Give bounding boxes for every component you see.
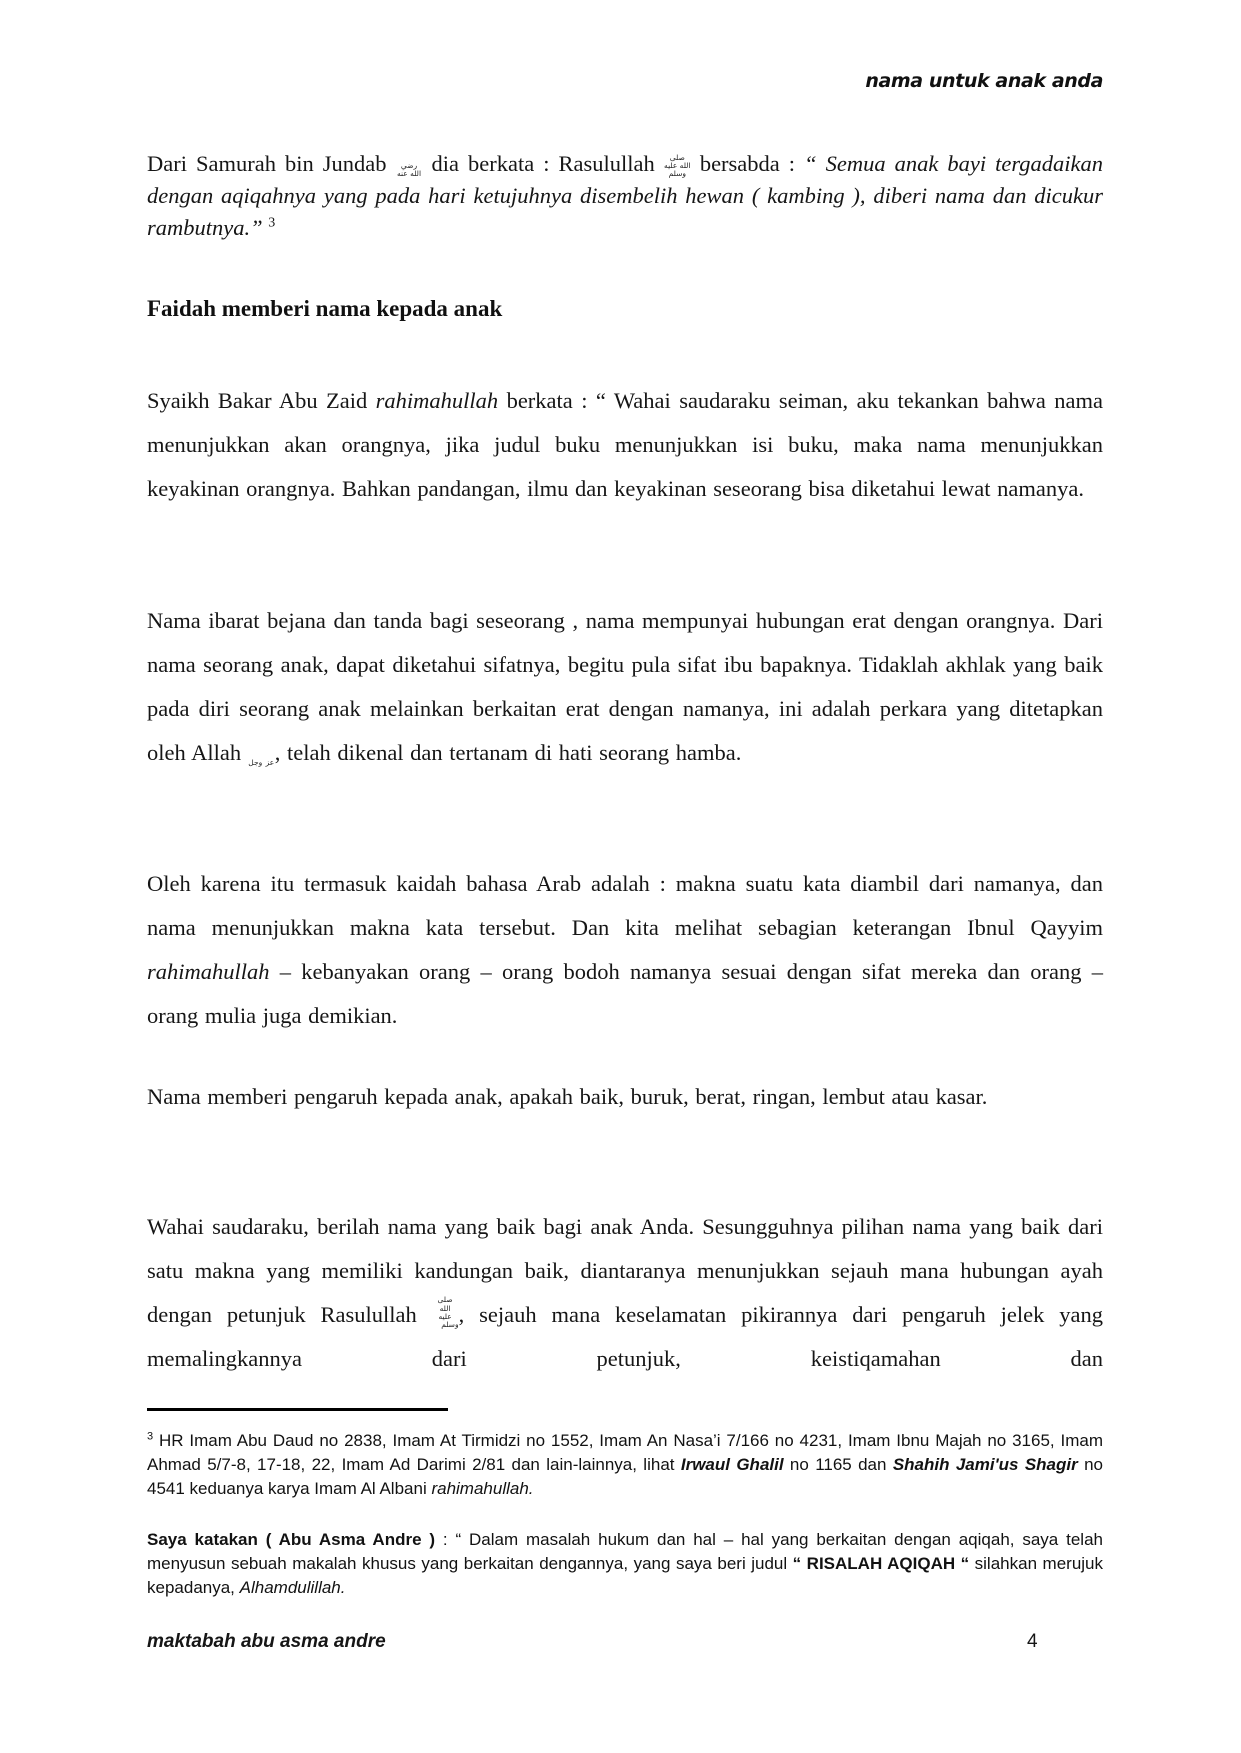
- hadith-text-3: bersabda :: [690, 151, 805, 176]
- paragraph-syaikh-bakar: [147, 379, 1103, 511]
- rahimahullah-italic: rahimahullah: [375, 388, 499, 413]
- paragraph-text: Syaikh Bakar Abu Zaid: [147, 388, 376, 413]
- running-title: nama untuk anak anda: [865, 70, 1103, 92]
- page-footer: [147, 1630, 1103, 1654]
- book-title-risalah-aqiqah: “ RISALAH AQIQAH “: [792, 1554, 970, 1573]
- paragraph-wahai-saudaraku: [147, 1205, 1103, 1381]
- radhiallahu-anhu-icon: رضي الله عنه: [397, 160, 422, 178]
- footnote-marker: 3: [147, 1430, 154, 1443]
- paragraph-text: Nama memberi pengaruh kepada anak, apakah baik, buruk, berat, ringan, lembut atau kasar.: [147, 1084, 988, 1109]
- footer-imprint: maktabah abu asma andre: [147, 1631, 386, 1652]
- sallallahu-alaihi-wasallam-icon: صلى الله عليه وسلم: [664, 152, 691, 178]
- footnote-text: no 1165 dan: [783, 1455, 893, 1474]
- paragraph-text: Oleh karena itu termasuk kaidah bahasa Arab adalah : makna suatu kata diambil dari namanya, dan nama menunjukkan makna kata tersebut. Dan kita melihat sebagian keterangan Ibnul Qayyim: [147, 871, 1103, 940]
- sallallahu-alaihi-wasallam-icon: صلى الله عليه وسلم: [437, 1295, 459, 1329]
- footnote-separator: [147, 1408, 448, 1411]
- rahimahullah-italic: rahimahullah.: [431, 1479, 534, 1498]
- alhamdulillah-italic: Alhamdulillah.: [239, 1578, 346, 1597]
- rahimahullah-italic: rahimahullah: [147, 959, 270, 984]
- footnote-text: : “ Dalam masalah hukum dan hal – hal yang berkaitan dengan aqiqah, saya telah menyusun sebuah makalah khusus yang berkaitan dengannya, yang saya beri judul: [147, 1530, 1103, 1573]
- footnote-text: no 4541 keduanya karya Imam Al Albani: [147, 1455, 1103, 1498]
- paragraph-text: berkata : “ Wahai saudaraku seiman, aku tekankan bahwa nama menunjukkan akan orangnya, jika judul buku menunjukkan isi buku, maka nama menunjukkan keyakinan orangnya. Bahkan pandangan, ilmu dan keyakinan seseorang bisa diketahui lewat namanya.: [147, 388, 1103, 501]
- book-title-irwaul-ghalil: Irwaul Ghalil: [680, 1455, 784, 1474]
- paragraph-nama-memberi-pengaruh: [147, 1075, 1103, 1119]
- paragraph-text: Wahai saudaraku, berilah nama yang baik bagi anak Anda. Sesungguhnya pilihan nama yang baik dari satu makna yang memiliki kandungan baik, diantaranya menunjukkan sejauh mana hubungan ayah dengan petunjuk Rasulullah: [147, 1214, 1103, 1327]
- page-header: [147, 70, 1103, 92]
- hadith-text-2: dia berkata : Rasulullah: [422, 151, 664, 176]
- azza-wa-jalla-icon: عز وجل: [248, 758, 275, 767]
- hadith-text-1: Dari Samurah bin Jundab: [147, 151, 396, 176]
- paragraph-text: , sejauh mana keselamatan pikirannya dari pengaruh jelek yang memalingkannya dari petunjuk, keistiqamahan dan: [147, 1302, 1104, 1371]
- author-note-lead: Saya katakan ( Abu Asma Andre ): [147, 1530, 436, 1549]
- footnote-text: silahkan merujuk kepadanya,: [147, 1554, 1104, 1597]
- footnote-3: [147, 1429, 1103, 1501]
- footnote-author-note: [147, 1528, 1103, 1600]
- paragraph-nama-ibarat: [147, 599, 1103, 775]
- hadith-quote: “ Semua anak bayi tergadaikan dengan aqiqahnya yang pada hari ketujuhnya disembelih hewan ( kambing ), diberi nama dan dicukur rambutnya.”: [147, 151, 1103, 240]
- paragraph-text: , telah dikenal dan tertanam di hati seorang hamba.: [274, 740, 742, 765]
- hadith-paragraph: [147, 148, 1103, 244]
- section-heading: Faidah memberi nama kepada anak: [147, 296, 503, 321]
- page-number: 4: [1027, 1631, 1038, 1652]
- paragraph-kaidah-bahasa-arab: [147, 862, 1103, 1038]
- book-title-shahih-jamius-shagir: Shahih Jami'us Shagir: [892, 1455, 1078, 1474]
- footnote-text: HR Imam Abu Daud no 2838, Imam At Tirmidzi no 1552, Imam An Nasa’i 7/166 no 4231, Imam Ibnu Majah no 3165, Imam Ahmad 5/7-8, 17-18, 22, Imam Ad Darimi 2/81 dan lain-lainnya, lihat: [147, 1431, 1103, 1474]
- paragraph-text: Nama ibarat bejana dan tanda bagi seseorang , nama mempunyai hubungan erat dengan orangnya. Dari nama seorang anak, dapat diketahui sifatnya, begitu pula sifat ibu bapaknya. Tidaklah akhlak yang baik pada diri seorang anak melainkan berkaitan erat dengan namanya, ini adalah perkara yang ditetapkan oleh Allah: [147, 608, 1103, 765]
- footnote-reference-3: 3: [268, 215, 276, 231]
- paragraph-text: – kebanyakan orang – orang bodoh namanya sesuai dengan sifat mereka dan orang – orang mulia juga demikian.: [147, 959, 1103, 1028]
